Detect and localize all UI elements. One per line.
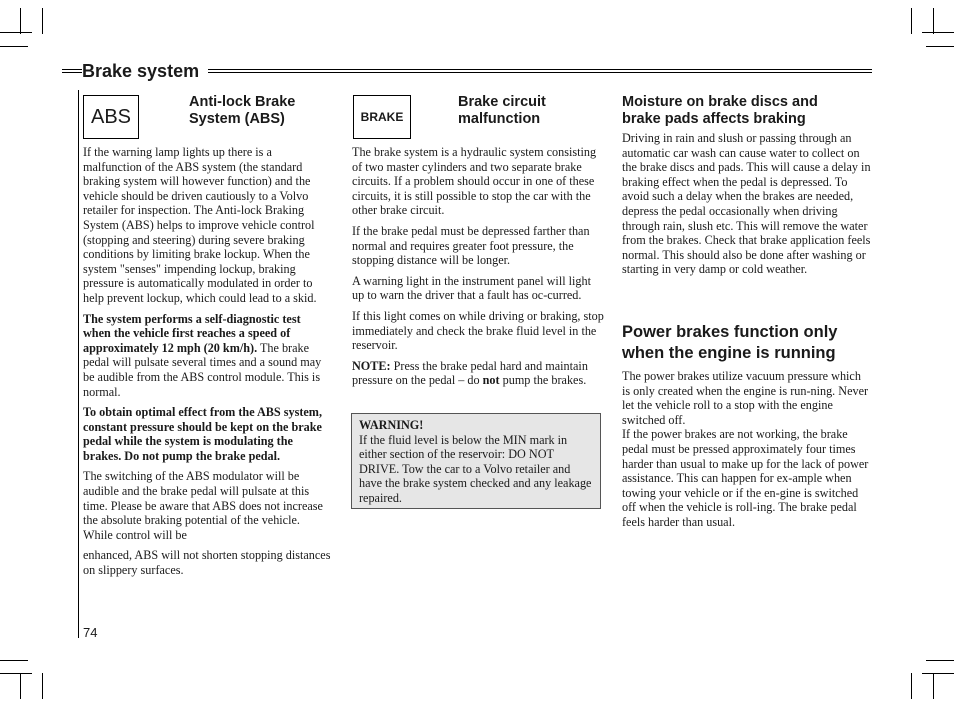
brake-paragraph-1: The brake system is a hydraulic system consisting of two master cylinders and two separate brake circuits. If a problem should occur in one of these circuits, it is still possible to stop the car with the other brake circuit. — [352, 145, 597, 218]
brake-circuit-heading — [458, 94, 608, 128]
crop-mark — [0, 32, 32, 33]
warning-title — [359, 418, 593, 433]
abs-paragraph-1: If the warning lamp lights up there is a malfunction of the ABS system (the standard braking system will however function) and the vehicle should be driven cautiously to a Volvo retailer for inspection. The Anti-lock Braking System (ABS) helps to improve vehicle control (stopping and steering) during severe braking conditions by limiting brake lockup. When the system "senses" impending lockup, braking pressure is automatically modulated in order to help prevent lockup, which could lead to a skid. — [83, 145, 317, 305]
brake-column — [352, 145, 604, 394]
crop-mark — [20, 8, 21, 34]
brake-paragraph-4: If this light comes on while driving or braking, stop immediately and check the brake fluid level in the reservoir. — [352, 308, 604, 353]
power-heading-line-1: Power brakes function only — [622, 323, 838, 341]
crop-mark — [926, 660, 954, 661]
crop-mark — [922, 673, 954, 674]
brake-paragraph-3: A warning light in the instrument panel will light up to warn the driver that a fault has oc-curred. — [352, 273, 591, 303]
crop-mark — [0, 673, 32, 674]
abs-heading — [189, 94, 339, 128]
abs-heading-line-1: Anti-lock Brake — [189, 94, 296, 110]
moisture-heading-line-2: brake pads affects braking — [622, 111, 806, 127]
crop-mark — [0, 46, 28, 47]
brake-paragraph-2: If the brake pedal must be depressed farther than normal and requires greater foot pressure, the stopping distance will be longer. — [352, 223, 590, 268]
brake-note — [352, 359, 604, 388]
crop-mark — [933, 8, 934, 34]
crop-mark — [911, 8, 912, 34]
abs-paragraph-3 — [83, 405, 331, 463]
crop-mark — [0, 660, 28, 661]
power-heading-line-2: when the engine is running — [622, 344, 836, 362]
power-paragraph-2: If the power brakes are not working, the brake pedal must be pressed approximately four times harder than usual to make up for the lack of power assistance. This can happen for ex-ample when towing your vehicle or if the en-gine is switched off when the vehicle is roll-ing. The brake pedal feels harder than usual. — [622, 427, 869, 529]
crop-mark — [933, 673, 934, 699]
brake-icon-label: BRAKE — [360, 110, 404, 124]
moisture-heading — [622, 94, 872, 128]
abs-paragraph-4: The switching of the ABS modulator will be audible and the brake pedal will pulsate at this time. Please be aware that ABS does not increase the absolute braking potential of the vehicle. While control will be — [83, 469, 323, 542]
crop-mark — [42, 673, 43, 699]
crop-mark — [911, 673, 912, 699]
note-label: NOTE: — [352, 358, 391, 373]
crop-mark — [926, 46, 954, 47]
crop-mark — [42, 8, 43, 34]
moisture-heading-line-1: Moisture on brake discs and — [622, 94, 818, 110]
section-header — [62, 60, 872, 82]
note-not: not — [482, 373, 500, 388]
abs-warning-icon — [83, 95, 139, 139]
abs-icon-label: ABS — [90, 105, 132, 128]
page-number: 74 — [83, 625, 98, 640]
moisture-paragraph: Driving in rain and slush or passing through an automatic car wash can cause water to collect on the brake discs and pads. This will cause a delay in braking effect when the pedal is depressed. To avoid such a delay when the brakes are needed, depress the pedal occasionally when driving through rain, slush etc. This will remove the water from the brakes. Check that brake application feels normal. This should also be done after washing or starting in very damp or cold weather. — [622, 131, 871, 277]
note-text-b: pump the brakes. — [499, 373, 587, 388]
moisture-column — [622, 131, 872, 283]
abs-column — [83, 145, 331, 584]
abs-heading-line-2: System (ABS) — [189, 111, 285, 127]
power-brakes-column — [622, 369, 872, 536]
crop-mark — [922, 32, 954, 33]
abs-paragraph-2 — [83, 312, 331, 400]
brake-heading-line-1: Brake circuit — [458, 94, 546, 110]
note-text-a: Press the brake pedal hard and maintain pressure on the pedal – do — [352, 358, 588, 388]
power-brakes-heading — [622, 322, 872, 364]
warning-title-text: WARNING! — [359, 418, 424, 432]
abs-selftest-text: The brake pedal will pulsate several times and a sound may be audible from the ABS control module. This is normal. — [83, 340, 322, 399]
section-title: Brake system — [82, 60, 203, 82]
abs-selftest-bold: The system performs a self-diagnostic test when the vehicle first reaches a speed of approximately 12 mph (20 km/h). — [83, 311, 301, 355]
brake-heading-line-2: malfunction — [458, 111, 541, 127]
brake-warning-icon — [353, 95, 411, 139]
warning-box — [351, 413, 601, 509]
crop-mark — [20, 673, 21, 699]
abs-paragraph-5: enhanced, ABS will not shorten stopping distances on slippery surfaces. — [83, 548, 331, 578]
margin-rule — [78, 90, 79, 638]
header-rule-left — [62, 69, 82, 73]
abs-optimal-bold: To obtain optimal effect from the ABS system, constant pressure should be kept on the brake pedal while the system is modulating the brakes. Do not pump the brake pedal. — [83, 405, 322, 463]
header-rule-right — [208, 69, 872, 73]
power-paragraph-1: The power brakes utilize vacuum pressure which is only created when the engine is run-ning. Never let the vehicle roll to a stop with the engine switched off. — [622, 369, 869, 427]
warning-text: If the fluid level is below the MIN mark in either section of the reservoir: DO NOT DRIVE. Tow the car to a Volvo retailer and have the brake system checked and any leakage repaired. — [359, 432, 592, 505]
